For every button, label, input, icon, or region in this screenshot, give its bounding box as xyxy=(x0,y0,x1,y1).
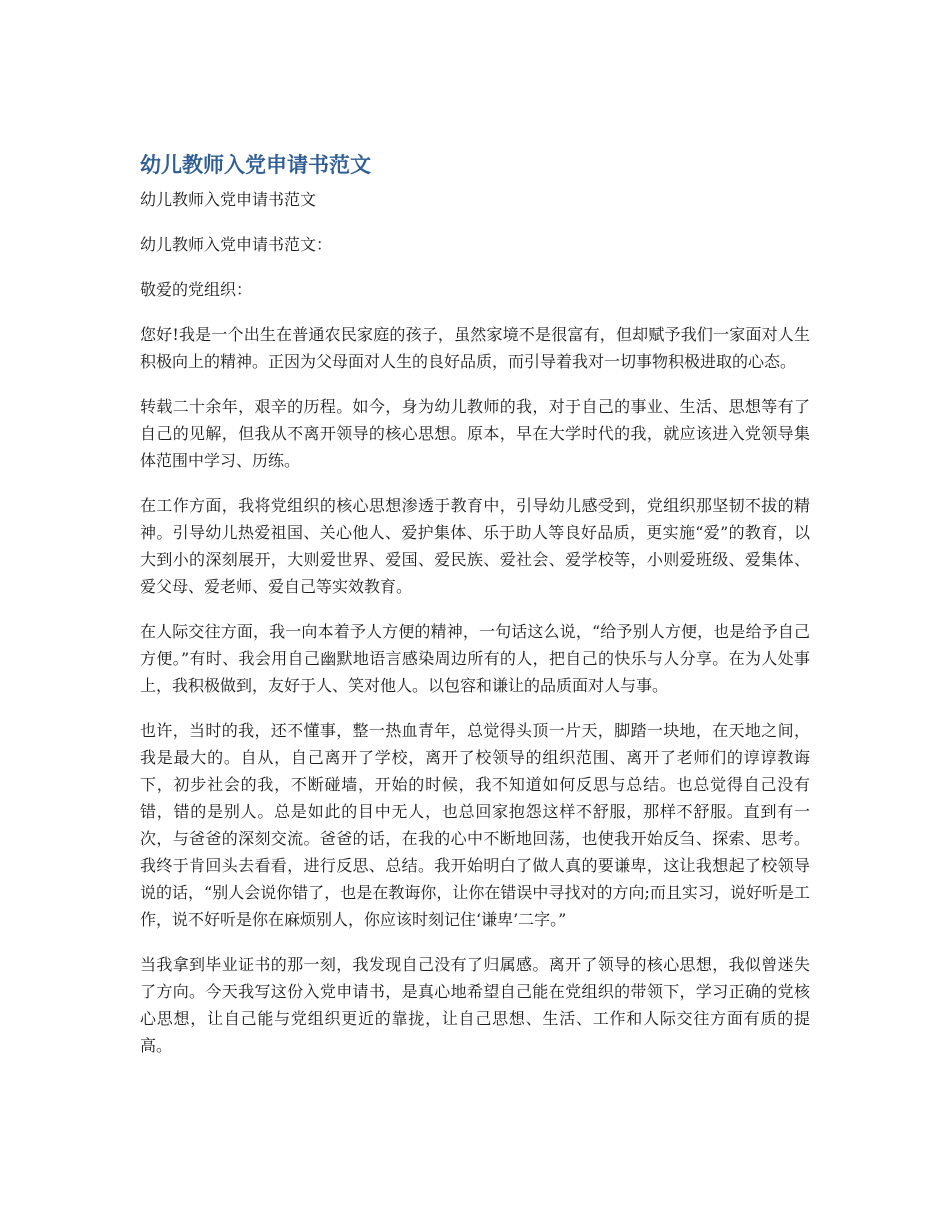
document-title: 幼儿教师入党申请书范文 xyxy=(140,153,371,177)
body-paragraph-3: 在工作方面，我将党组织的核心思想渗透于教育中，引导幼儿感受到，党组织那坚韧不拔的精神。引导幼儿热爱祖国、关心他人、爱护集体、乐于助人等良好品质，更实施“爱”的教育，以大到小的深刻展开，大则爱世界、爱国、爱民族、爱社会、爱学校等，小则爱班级、爱集体、爱父母、爱老师、爱自己等实效教育。 xyxy=(140,496,810,596)
body-paragraph-5: 也许，当时的我，还不懂事，整一热血青年，总觉得头顶一片天，脚踏一块地，在天地之间，我是最大的。自从，自己离开了学校，离开了校领导的组织范围、离开了老师们的谆谆教诲下，初步社会的我，不断碰墙，开始的时候，我不知道如何反思与总结。也总觉得自己没有错，错的是别人。总是如此的目中无人，也总回家抱怨这样不舒服，那样不舒服。直到有一次，与爸爸的深刻交流。爸爸的话，在我的心中不断地回荡，也使我开始反刍、探索、思考。我终于肯回头去看看，进行反思、总结。我开始明白了做人真的要谦卑，这让我想起了校领导说的话，“别人会说你错了，也是在教诲你，让你在错误中寻找对的方向;而且实习，说好听是工作，说不好听是你在麻烦别人，你应该时刻记住‘谦卑’二字。” xyxy=(140,721,810,929)
body-paragraph-1: 您好!我是一个出生在普通农民家庭的孩子，虽然家境不是很富有，但却赋予我们一家面对人生积极向上的精神。正因为父母面对人生的良好品质，而引导着我对一切事物积极进取的心态。 xyxy=(140,325,810,371)
intro-paragraph: 幼儿教师入党申请书范文： xyxy=(140,235,333,254)
body-paragraph-2: 转载二十余年，艰辛的历程。如今，身为幼儿教师的我，对于自己的事业、生活、思想等有了自己的见解，但我从不离开领导的核心思想。原本，早在大学时代的我，就应该进入党领导集体范围中学习、历练。 xyxy=(140,397,810,470)
salutation-paragraph: 敬爱的党组织： xyxy=(140,280,253,299)
subtitle-paragraph: 幼儿教师入党申请书范文 xyxy=(140,190,317,209)
body-paragraph-4: 在人际交往方面，我一向本着予人方便的精神，一句话这么说，“给予别人方便，也是给予自己方便。”有时、我会用自己幽默地语言感染周边所有的人，把自己的快乐与人分享。在为人处事上，我积极做到，友好于人、笑对他人。以包容和谦让的品质面对人与事。 xyxy=(140,622,810,695)
document-page xyxy=(140,150,810,1077)
body-paragraph-6: 当我拿到毕业证书的那一刻，我发现自己没有了归属感。离开了领导的核心思想，我似曾迷失了方向。今天我写这份入党申请书，是真心地希望自己能在党组织的带领下，学习正确的党核心思想，让自己能与党组织更近的靠拢，让自己思想、生活、工作和人际交往方面有质的提高。 xyxy=(140,955,810,1055)
